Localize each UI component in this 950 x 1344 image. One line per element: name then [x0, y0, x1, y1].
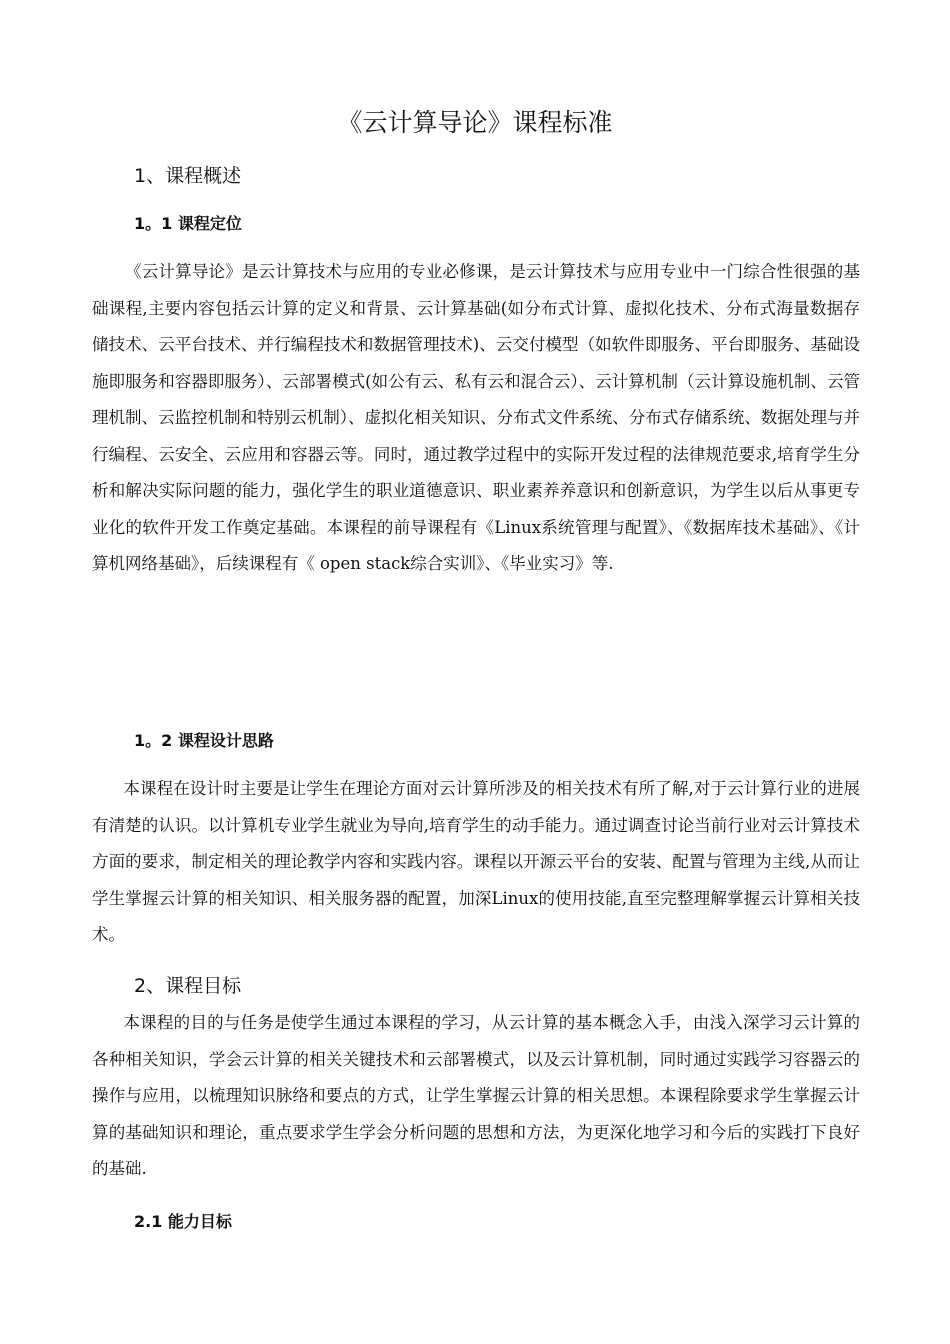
subsection-heading-positioning: 1。1 课程定位 [134, 214, 242, 233]
paragraph-course-design: 本课程在设计时主要是让学生在理论方面对云计算所涉及的相关技术有所了解,对于云计算行业的进展有清楚的认识。以计算机专业学生就业为导向,培育学生的动手能力。通过调查讨论当前行业对云计算技术方面的要求，制定相关的理论教学内容和实践内容。课程以开源云平台的安装、配置与管理为主线,从而让学生掌握云计算的相关知识、相关服务器的配置，加深Linux的使用技能,直至完整理解掌握云计算相关技术。 [92, 779, 860, 945]
paragraph-course-positioning: 《云计算导论》是云计算技术与应用的专业必修课，是云计算技术与应用专业中一门综合性很强的基础课程,主要内容包括云计算的定义和背景、云计算基础(如分布式计算、虚拟化技术、分布式海量数据存储技术、云平台技术、并行编程技术和数据管理技术)、云交付模型（如软件即服务、平台即服务、基础设施即服务和容器即服务）、云部署模式(如公有云、私有云和混合云）、云计算机制（云计算设施机制、云管理机制、云监控机制和特别云机制）、虚拟化相关知识、分布式文件系统、分布式存储系统、数据处理与并行编程、云安全、云应用和容器云等。同时，通过教学过程中的实际开发过程的法律规范要求,培育学生分析和解决实际问题的能力，强化学生的职业道德意识、职业素养养意识和创新意识，为学生以后从事更专业化的软件开发工作奠定基础。本课程的前导课程有《Linux系统管理与配置》、《数据库技术基础》、《计算机网络基础》，后续课程有《 open stack综合实训》、《毕业实习》等. [92, 262, 860, 573]
document-title: 《云计算导论》课程标准 [337, 108, 613, 137]
paragraph-course-objectives: 本课程的目的与任务是使学生通过本课程的学习，从云计算的基本概念入手，由浅入深学习云计算的各种相关知识，学会云计算的相关关键技术和云部署模式，以及云计算机制，同时通过实践学习容器云的操作与应用，以梳理知识脉络和要点的方式，让学生掌握云计算的相关思想。本课程除要求学生掌握云计算的基础知识和理论，重点要求学生学会分析问题的思想和方法，为更深化地学习和今后的实践打下良好的基础. [92, 1013, 860, 1179]
subsection-heading-design: 1。2 课程设计思路 [134, 731, 274, 750]
subsection-heading-ability-goals: 2.1 能力目标 [134, 1212, 232, 1231]
section-heading-overview: 1、课程概述 [134, 165, 242, 187]
section-heading-objectives: 2、课程目标 [134, 975, 242, 997]
